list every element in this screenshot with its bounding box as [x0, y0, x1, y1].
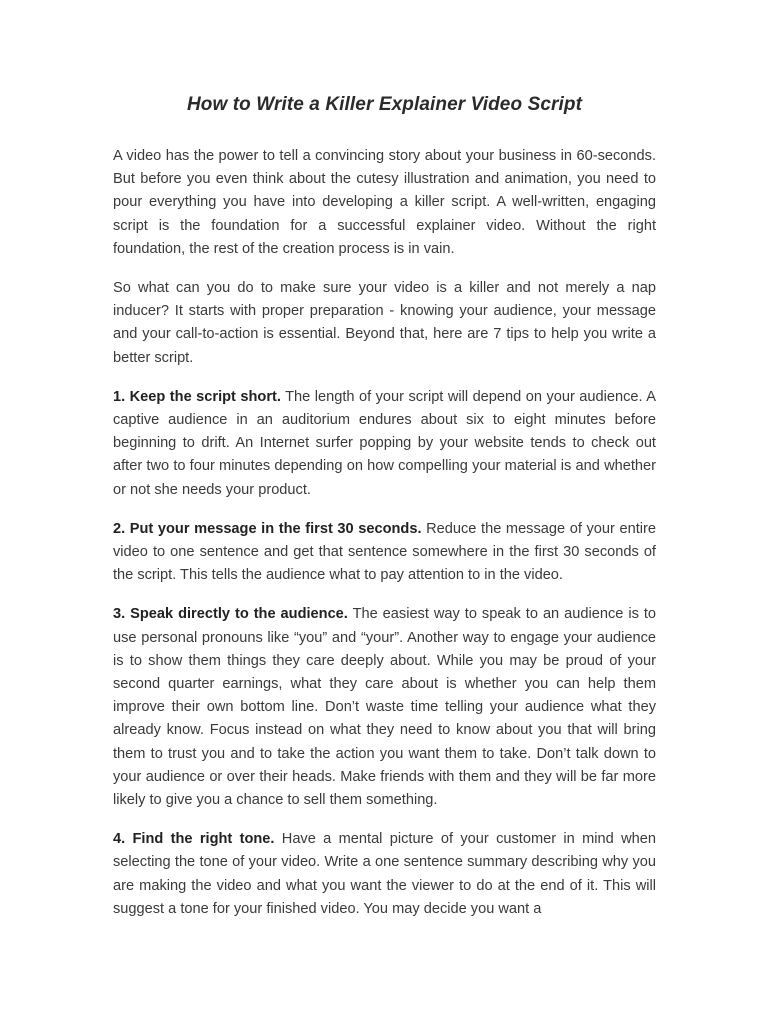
tip-heading: 3. Speak directly to the audience.	[113, 606, 348, 623]
tip-paragraph	[113, 518, 656, 588]
tip-body: The easiest way to speak to an audience is to use personal pronouns like “you” and “your”. Another way to engage your audience is to show them things they care deeply about. While you may be proud of your second quarter earnings, what they care about is whether you can help them improve their own bottom line. Don’t waste time telling your audience what they already know. Focus instead on what they need to know about you that will bring them to trust you and to take the action you want them to take. Don’t talk down to your audience or over their heads. Make friends with them and they will be far more likely to give you a chance to sell them something.	[113, 606, 656, 809]
tip-heading: 1. Keep the script short.	[113, 388, 281, 405]
tip-heading: 4. Find the right tone.	[113, 831, 275, 848]
tip-paragraph	[113, 828, 656, 921]
tip-heading: 2. Put your message in the first 30 seconds.	[113, 520, 422, 537]
intro-paragraph: A video has the power to tell a convincing story about your business in 60-seconds. But before you even think about the cutesy illustration and animation, you need to pour everything you have into developing a killer script. A well-written, engaging script is the foundation for a successful explainer video. Without the right foundation, the rest of the creation process is in vain.	[113, 148, 656, 257]
tip-paragraph	[113, 386, 656, 502]
document-page	[113, 92, 656, 937]
document-title: How to Write a Killer Explainer Video Script	[186, 94, 583, 115]
tip-body: The length of your script will depend on your audience. A captive audience in an auditorium endures about six to eight minutes before beginning to drift. An Internet surfer popping by your website tends to check out after two to four minutes depending on how compelling your material is and whether or not she needs your product.	[113, 388, 656, 498]
tip-body: Reduce the message of your entire video to one sentence and get that sentence somewhere in the first 30 seconds of the script. This tells the audience what to pay attention to in the video.	[113, 520, 656, 584]
tip-body: Have a mental picture of your customer in mind when selecting the tone of your video. Write a one sentence summary describing why you are making the video and what you want the viewer to do at the end of it. This will suggest a tone for your finished video. You may decide you want a	[113, 831, 656, 917]
tip-paragraph	[113, 603, 656, 812]
intro-paragraph: So what can you do to make sure your video is a killer and not merely a nap inducer? It starts with proper preparation - knowing your audience, your message and your call-to-action is essential. Beyond that, here are 7 tips to help you write a better script.	[113, 280, 656, 366]
